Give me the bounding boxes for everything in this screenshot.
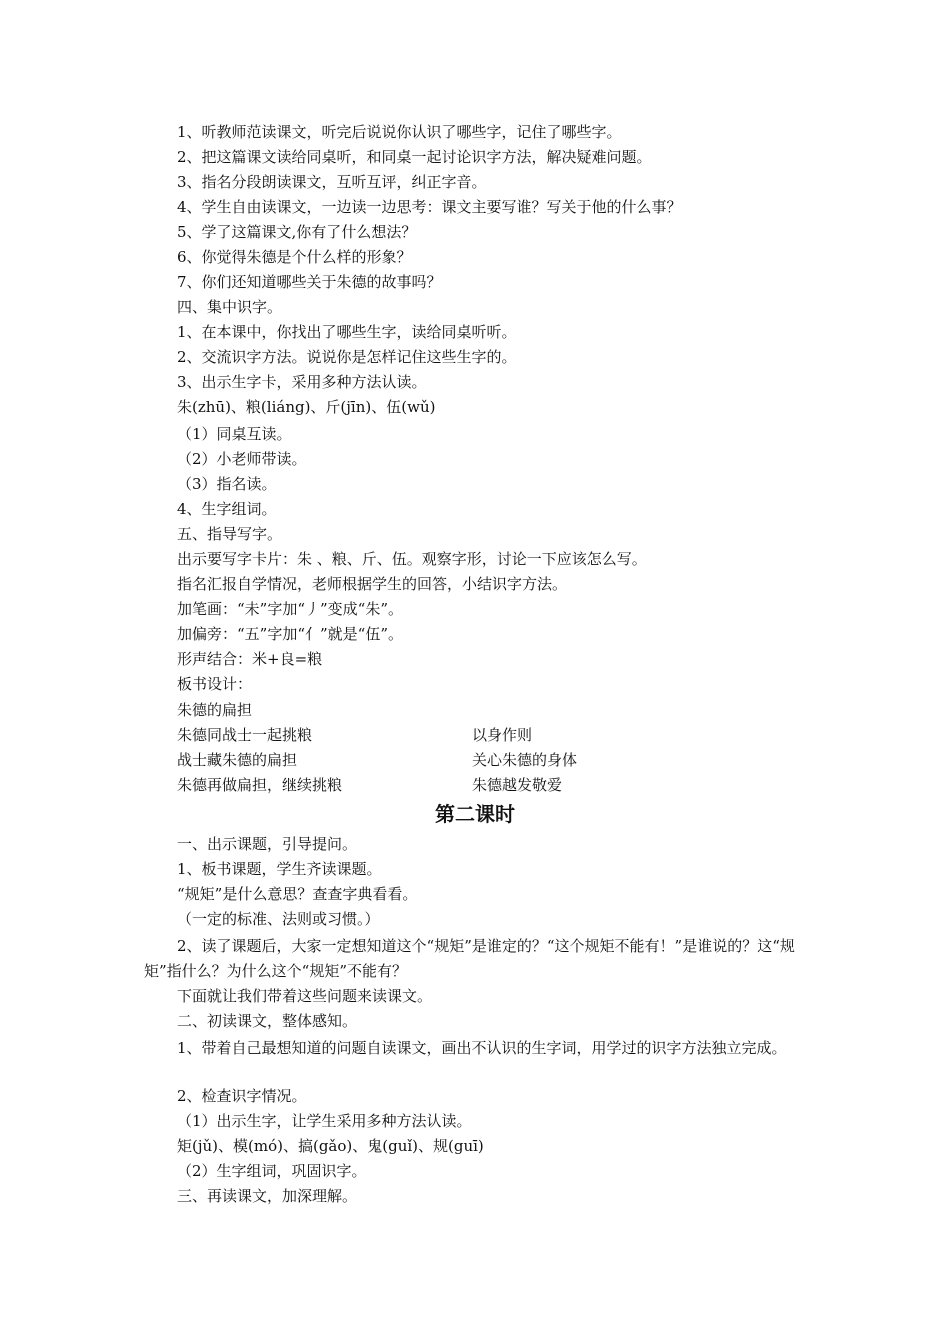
text-line: “规矩”是什么意思？查查字典看看。	[177, 885, 418, 903]
board-right: 朱德越发敬爱	[472, 776, 563, 794]
text-line: 2、交流识字方法。说说你是怎样记住这些生字的。	[177, 348, 517, 366]
text-line: 下面就让我们带着这些问题来读课文。	[177, 987, 433, 1005]
text-line: 4、学生自由读课文，一边读一边思考：课文主要写谁？写关于他的什么事？	[177, 198, 682, 216]
text-line: 形声结合：米+良=粮	[177, 650, 323, 668]
text-line: 加偏旁：“五”字加“亻”就是“伍”。	[177, 625, 404, 643]
pinyin-line: 朱(zhū)、粮(liáng)、斤(jīn)、伍(wǔ)	[177, 398, 436, 416]
paragraph: 1、带着自己最想知道的问题自读课文，画出不认识的生字词，用学过的识字方法独立完成。	[177, 1039, 787, 1057]
text-line: 3、出示生字卡，采用多种方法认读。	[177, 373, 427, 391]
section-heading: 四、集中识字。	[177, 298, 283, 316]
paragraph: 2、读了课题后，大家一定想知道这个“规矩”是谁定的？“这个规矩不能有！”是谁说的？这“规矩”指什么？为什么这个“规矩”不能有？	[144, 937, 795, 980]
section-heading: 二、初读课文，整体感知。	[177, 1012, 358, 1030]
text-line: 2、检查识字情况。	[177, 1087, 307, 1105]
section-heading: 五、指导写字。	[177, 525, 283, 543]
section-heading: 三、再读课文，加深理解。	[177, 1187, 358, 1205]
board-right: 以身作则	[472, 726, 533, 744]
text-line: （一定的标准、法则或习惯。）	[177, 910, 380, 928]
text-line: （3）指名读。	[177, 475, 277, 493]
section-heading: 一、出示课题，引导提问。	[177, 835, 358, 853]
board-left: 朱德再做扁担，继续挑粮	[177, 776, 343, 794]
text-line: 板书设计：	[177, 675, 253, 693]
text-line: 加笔画：“未”字加“丿”变成“朱”。	[177, 600, 404, 618]
text-line: 7、你们还知道哪些关于朱德的故事吗？	[177, 273, 442, 291]
board-left: 朱德同战士一起挑粮	[177, 726, 313, 744]
text-line: （2）小老师带读。	[177, 450, 307, 468]
pinyin-line: 矩(jǔ)、模(mó)、搞(gǎo)、鬼(guǐ)、规(guī)	[177, 1137, 484, 1155]
text-line: 3、指名分段朗读课文，互听互评，纠正字音。	[177, 173, 487, 191]
text-line: 6、你觉得朱德是个什么样的形象？	[177, 248, 412, 266]
text-line: 1、在本课中，你找出了哪些生字，读给同桌听听。	[177, 323, 517, 341]
text-line: 1、听教师范读课文，听完后说说你认识了哪些字，记住了哪些字。	[177, 123, 622, 141]
board-right: 关心朱德的身体	[472, 751, 578, 769]
text-line: 4、生字组词。	[177, 500, 277, 518]
board-left: 战士藏朱德的扁担	[177, 751, 298, 769]
text-line: （2）生字组词，巩固识字。	[177, 1162, 367, 1180]
text-line: 1、板书课题，学生齐读课题。	[177, 860, 382, 878]
text-line: （1）出示生字，让学生采用多种方法认读。	[177, 1112, 472, 1130]
text-line: 5、学了这篇课文,你有了什么想法？	[177, 223, 417, 241]
text-line: 出示要写字卡片：朱 、粮、斤、伍。观察字形，讨论一下应该怎么写。	[177, 550, 647, 568]
text-line: 2、把这篇课文读给同桌听，和同桌一起讨论识字方法，解决疑难问题。	[177, 148, 652, 166]
lesson-title: 第二课时	[435, 802, 515, 826]
text-line: （1）同桌互读。	[177, 425, 292, 443]
text-line: 指名汇报自学情况，老师根据学生的回答，小结识字方法。	[177, 575, 568, 593]
board-title: 朱德的扁担	[177, 701, 253, 719]
